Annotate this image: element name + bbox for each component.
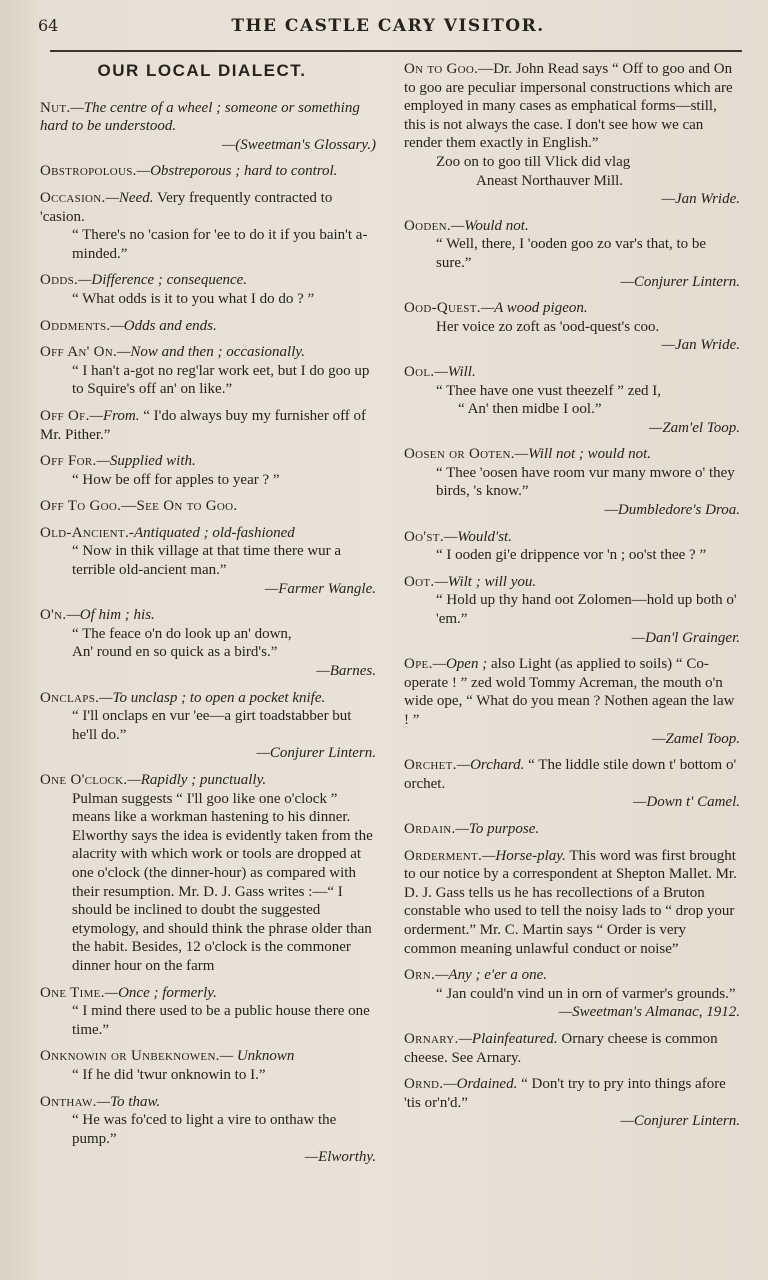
definition: -Antiquated ; old-fashioned bbox=[129, 524, 295, 541]
quotation: Her voice zo zoft as 'ood-quest's coo. bbox=[436, 318, 660, 335]
quotation: “ The feace o'n do look up an' down, bbox=[72, 625, 292, 642]
headword: Off To Goo. bbox=[40, 498, 122, 515]
entry-ornary bbox=[402, 1030, 740, 1067]
attribution: —Barnes. bbox=[316, 663, 376, 680]
page-number: 64 bbox=[38, 16, 59, 35]
entry-onclaps bbox=[38, 689, 376, 763]
entry-old-ancient bbox=[38, 524, 376, 598]
definition: —Orchard. bbox=[456, 757, 525, 774]
headword: Onclaps. bbox=[40, 689, 100, 706]
entry-text: —Dr. John Read says “ Off to goo and On to goo are peculiar impersonal constructions which are employed in many cases as emphatical forms—still, this is not always the case. I don't see how we can render them exactly in English.” bbox=[404, 61, 733, 152]
quotation: “ He was fo'ced to light a vire to onthaw the pump.” bbox=[72, 1112, 337, 1147]
definition: —A wood pigeon. bbox=[480, 300, 588, 317]
attribution: —(Sweetman's Glossary.) bbox=[221, 136, 376, 153]
headword: Ordain. bbox=[404, 820, 456, 837]
entry-off-to-goo bbox=[38, 497, 376, 516]
quotation: “ Jan could'n vind un in orn of varmer's grounds.” bbox=[436, 985, 736, 1002]
attribution: —Conjurer Lintern. bbox=[620, 1113, 740, 1130]
headword: Off For. bbox=[40, 453, 97, 470]
quotation: “ I mind there used to be a public house there one time.” bbox=[72, 1003, 370, 1038]
entry-text: also Light (as applied to soils) “ Co-operate ! ” zed wold Tommy Acreman, the mouth o'n wide ope, “ What do you mean ? Nothen agean the law ! ” bbox=[404, 656, 735, 728]
attribution: —Dan'l Grainger. bbox=[631, 629, 740, 646]
entry-one-oclock bbox=[38, 771, 376, 976]
definition: —Once ; formerly. bbox=[104, 984, 217, 1001]
definition: —Open ; bbox=[432, 656, 488, 673]
definition: —Difference ; consequence. bbox=[78, 272, 248, 289]
right-column bbox=[402, 60, 740, 1139]
header-rule bbox=[50, 50, 742, 52]
running-header bbox=[38, 14, 738, 48]
headword: Nut. bbox=[40, 99, 71, 116]
running-title: THE CASTLE CARY VISITOR. bbox=[231, 16, 545, 36]
headword: O'n. bbox=[40, 607, 67, 624]
headword: Ornary. bbox=[404, 1030, 459, 1047]
headword: Ood-Quest. bbox=[404, 300, 481, 317]
headword: One Time. bbox=[40, 984, 105, 1001]
quotation: “ I ooden gi'e drippence vor 'n ; oo'st thee ? ” bbox=[436, 547, 707, 564]
quotation: “ How be off for apples to year ? ” bbox=[72, 471, 280, 488]
headword: Ool. bbox=[404, 363, 435, 380]
left-column bbox=[38, 60, 376, 1175]
entry-onknowin bbox=[38, 1047, 376, 1084]
attribution: —Down t' Camel. bbox=[633, 794, 740, 811]
headword: Occasion. bbox=[40, 189, 106, 206]
entry-off-for bbox=[38, 452, 376, 489]
quotation: “ Thee have one vust theezelf ” zed I, bbox=[436, 382, 662, 399]
quotation: “ The liddle stile down t' bottom o' orchet. bbox=[404, 757, 737, 792]
definition: —From. bbox=[89, 407, 140, 424]
entry-off-of bbox=[38, 407, 376, 444]
headword: Orderment. bbox=[404, 847, 483, 864]
attribution: —Zamel Toop. bbox=[652, 730, 740, 747]
definition: —Horse-play. bbox=[482, 847, 566, 864]
entry-onthaw bbox=[38, 1093, 376, 1167]
attribution: —Elworthy. bbox=[304, 1149, 376, 1166]
headword: Orchet. bbox=[404, 757, 457, 774]
quotation: “ Well, there, I 'ooden goo zo var's that, to be sure.” bbox=[436, 236, 707, 271]
entry-ood-quest bbox=[402, 299, 740, 355]
entry-ooden bbox=[402, 217, 740, 291]
definition: —Of him ; his. bbox=[66, 607, 155, 624]
headword: Onknowin or Unbeknowen. bbox=[40, 1048, 220, 1065]
definition: —Need. bbox=[105, 189, 154, 206]
attribution: —Jan Wride. bbox=[661, 337, 740, 354]
definition: —Ordained. bbox=[443, 1076, 518, 1093]
entry-ornd bbox=[402, 1075, 740, 1131]
attribution: —Zam'el Toop. bbox=[648, 419, 740, 436]
definition: —Odds and ends. bbox=[110, 317, 217, 334]
entry-oosen bbox=[402, 445, 740, 519]
attribution: —Conjurer Lintern. bbox=[256, 745, 376, 762]
entry-orderment bbox=[402, 847, 740, 959]
entry-text: Pulman suggests “ I'll goo like one o'clock ” means like a workman hastening to his dinner. Elworthy says the idea is evidently taken from the alacrity with which work or tools are dropped at one o'clock (the dinner-hour) as compared with their resumption. Mr. D. J. Gass writes :—“ I should be inclined to doubt the suggested etymology, and should think the phrase older than the habit. Besides, 12 o'clock is the commoner dinner hour on the farm bbox=[72, 790, 373, 974]
headword: One O'clock. bbox=[40, 772, 128, 788]
headword: Oo'st. bbox=[404, 528, 444, 545]
attribution: —Jan Wride. bbox=[661, 191, 740, 208]
quotation: “ There's no 'casion for 'ee to do it if you bain't a-minded.” bbox=[72, 227, 368, 262]
definition: —Any ; e'er a one. bbox=[435, 967, 547, 984]
attribution: —Farmer Wangle. bbox=[264, 580, 376, 597]
quotation: “ I'do always buy my furnisher off of Mr. Pither.” bbox=[40, 407, 367, 443]
entry-obstropolous bbox=[38, 162, 376, 181]
definition: — Unknown bbox=[219, 1048, 295, 1065]
quotation: “ I'll onclaps en vur 'ee—a girt toadstabber but he'll do.” bbox=[72, 708, 352, 743]
entry-text: This word was first brought to our notice by a correspondent at Shepton Mallet. Mr. D. J. Gass tells us he has recollections of a Bruton constable who used to tell the noisy lads to “ drop your orderment.” Mr. C. Martin says “ Order is very common meaning unlawful conduct or noise” bbox=[404, 847, 737, 957]
quotation: An' round en so quick as a bird's.” bbox=[72, 644, 278, 661]
definition: —Rapidly ; punctually. bbox=[127, 772, 267, 788]
quotation: “ An' then midbe I ool.” bbox=[458, 401, 602, 418]
entry-on bbox=[38, 606, 376, 680]
entry-ope bbox=[402, 655, 740, 748]
headword: Onthaw. bbox=[40, 1093, 97, 1110]
headword: Off Of. bbox=[40, 407, 90, 424]
quotation: “ Don't try to pry into things afore 'tis or'n'd.” bbox=[404, 1076, 726, 1111]
quotation: “ I han't a-got no reg'lar work eet, but I do goo up to Squire's off an' on like.” bbox=[72, 362, 370, 398]
definition: —To purpose. bbox=[455, 820, 540, 837]
definition: —Supplied with. bbox=[96, 453, 196, 470]
entry-occasion bbox=[38, 189, 376, 263]
attribution: —Dumbledore's Droa. bbox=[604, 502, 740, 519]
entry-oost bbox=[402, 528, 740, 565]
definition: —Obstreporous ; hard to control. bbox=[136, 163, 338, 180]
section-title: OUR LOCAL DIALECT. bbox=[97, 61, 307, 80]
headword: On to Goo. bbox=[404, 61, 479, 77]
headword: Off An' On. bbox=[40, 344, 118, 361]
entry-on-to-goo bbox=[402, 60, 740, 209]
definition: —Will not ; would not. bbox=[514, 446, 652, 463]
headword: Orn. bbox=[404, 967, 436, 984]
quotation: “ If he did 'twur onknowin to I.” bbox=[72, 1066, 266, 1083]
definition: —Wilt ; will you. bbox=[434, 573, 537, 590]
definition: —Would not. bbox=[450, 217, 529, 234]
definition: —To unclasp ; to open a pocket knife. bbox=[99, 689, 326, 706]
entry-oot bbox=[402, 573, 740, 647]
headword: Old-Ancient. bbox=[40, 524, 129, 541]
entry-oddments bbox=[38, 317, 376, 336]
definition: —Plainfeatured. bbox=[458, 1030, 558, 1047]
entry-off-an-on bbox=[38, 343, 376, 399]
attribution: —Sweetman's Almanac, 1912. bbox=[558, 1004, 740, 1021]
definition: —Would'st. bbox=[443, 528, 512, 545]
entry-text: Ornary cheese is common cheese. See Arnary. bbox=[404, 1030, 718, 1066]
headword: Oosen or Ooten. bbox=[404, 446, 515, 463]
entry-orn bbox=[402, 966, 740, 1022]
definition: —To thaw. bbox=[96, 1093, 161, 1110]
entry-text: —See On to Goo. bbox=[121, 498, 238, 515]
entry-ordain bbox=[402, 820, 740, 839]
entry-orchet bbox=[402, 756, 740, 812]
headword: Oot. bbox=[404, 573, 435, 590]
entry-ool bbox=[402, 363, 740, 437]
quotation: “ Hold up thy hand oot Zolomen—hold up both o' 'em.” bbox=[436, 592, 737, 628]
definition: —The centre of a wheel ; someone or something hard to be understood. bbox=[40, 99, 360, 135]
entry-one-time bbox=[38, 984, 376, 1040]
quotation: “ What odds is it to you what I do do ? ” bbox=[72, 290, 315, 307]
headword: Ornd. bbox=[404, 1076, 444, 1093]
entry-nut bbox=[38, 99, 376, 155]
attribution: —Conjurer Lintern. bbox=[620, 273, 740, 290]
headword: Odds. bbox=[40, 272, 79, 289]
entry-text: Very frequently contracted to 'casion. bbox=[40, 189, 333, 225]
definition: —Will. bbox=[434, 363, 476, 380]
headword: Obstropolous. bbox=[40, 163, 137, 180]
headword: Ope. bbox=[404, 656, 433, 673]
entry-odds bbox=[38, 271, 376, 308]
verse-line: Zoo on to goo till Vlick did vlag bbox=[436, 153, 631, 170]
verse-line: Aneast Northauver Mill. bbox=[476, 172, 624, 189]
quotation: “ Now in thik village at that time there wur a terrible old-ancient man.” bbox=[72, 543, 342, 579]
definition: —Now and then ; occasionally. bbox=[117, 344, 305, 361]
headword: Oddments. bbox=[40, 317, 111, 334]
headword: Ooden. bbox=[404, 217, 451, 234]
quotation: “ Thee 'oosen have room vur many mwore o' they birds, 's know.” bbox=[436, 464, 735, 500]
